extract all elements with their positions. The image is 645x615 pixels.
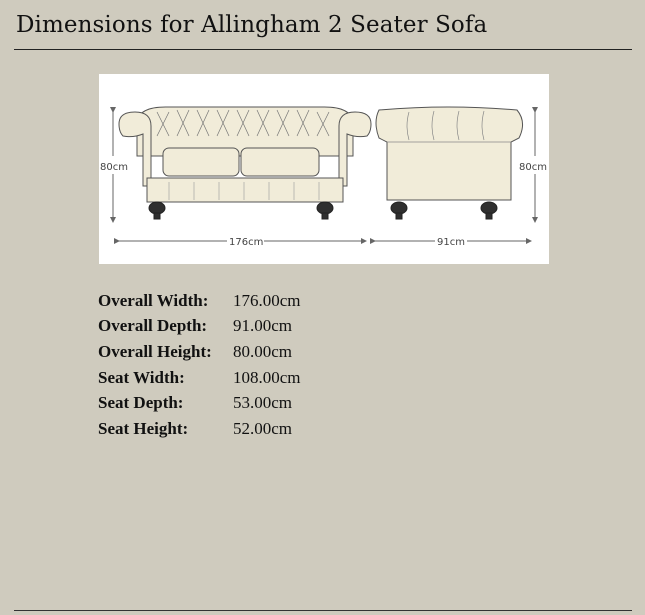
side-depth-label: 91cm <box>437 237 465 248</box>
side-height-dimension <box>519 110 547 220</box>
dimension-label: Overall Depth: <box>98 316 208 336</box>
bottom-divider <box>14 610 632 611</box>
dimension-value: 108.00cm <box>233 367 301 387</box>
dimension-row <box>98 288 301 314</box>
dimension-label: Seat Depth: <box>98 393 184 413</box>
sofa-front-view <box>119 107 371 219</box>
front-height-label: 80cm <box>100 162 128 173</box>
dimension-row <box>98 416 301 442</box>
sofa-dimension-diagram <box>99 74 549 264</box>
dimension-value: 80.00cm <box>233 341 293 361</box>
front-width-dimension <box>117 237 364 248</box>
title-divider <box>14 49 632 50</box>
dimension-value: 91.00cm <box>233 316 293 336</box>
dimension-value: 176.00cm <box>233 290 301 310</box>
dimension-label: Seat Width: <box>98 367 185 387</box>
dimension-value: 52.00cm <box>233 418 293 438</box>
dimension-label: Seat Height: <box>98 418 189 438</box>
dimension-value: 53.00cm <box>233 393 293 413</box>
dimension-row <box>98 390 301 416</box>
dimension-row <box>98 339 301 365</box>
dimensions-table <box>98 288 301 442</box>
dimension-row <box>98 314 301 340</box>
page-title: Dimensions for Allingham 2 Seater Sofa <box>16 12 488 38</box>
front-width-label: 176cm <box>229 237 264 248</box>
dimension-row <box>98 365 301 391</box>
side-height-label: 80cm <box>519 162 547 173</box>
dimension-label: Overall Height: <box>98 341 212 361</box>
side-depth-dimension <box>373 237 529 248</box>
dimension-label: Overall Width: <box>98 290 209 310</box>
sofa-side-view <box>376 107 523 219</box>
sofa-diagram-svg <box>99 74 549 264</box>
